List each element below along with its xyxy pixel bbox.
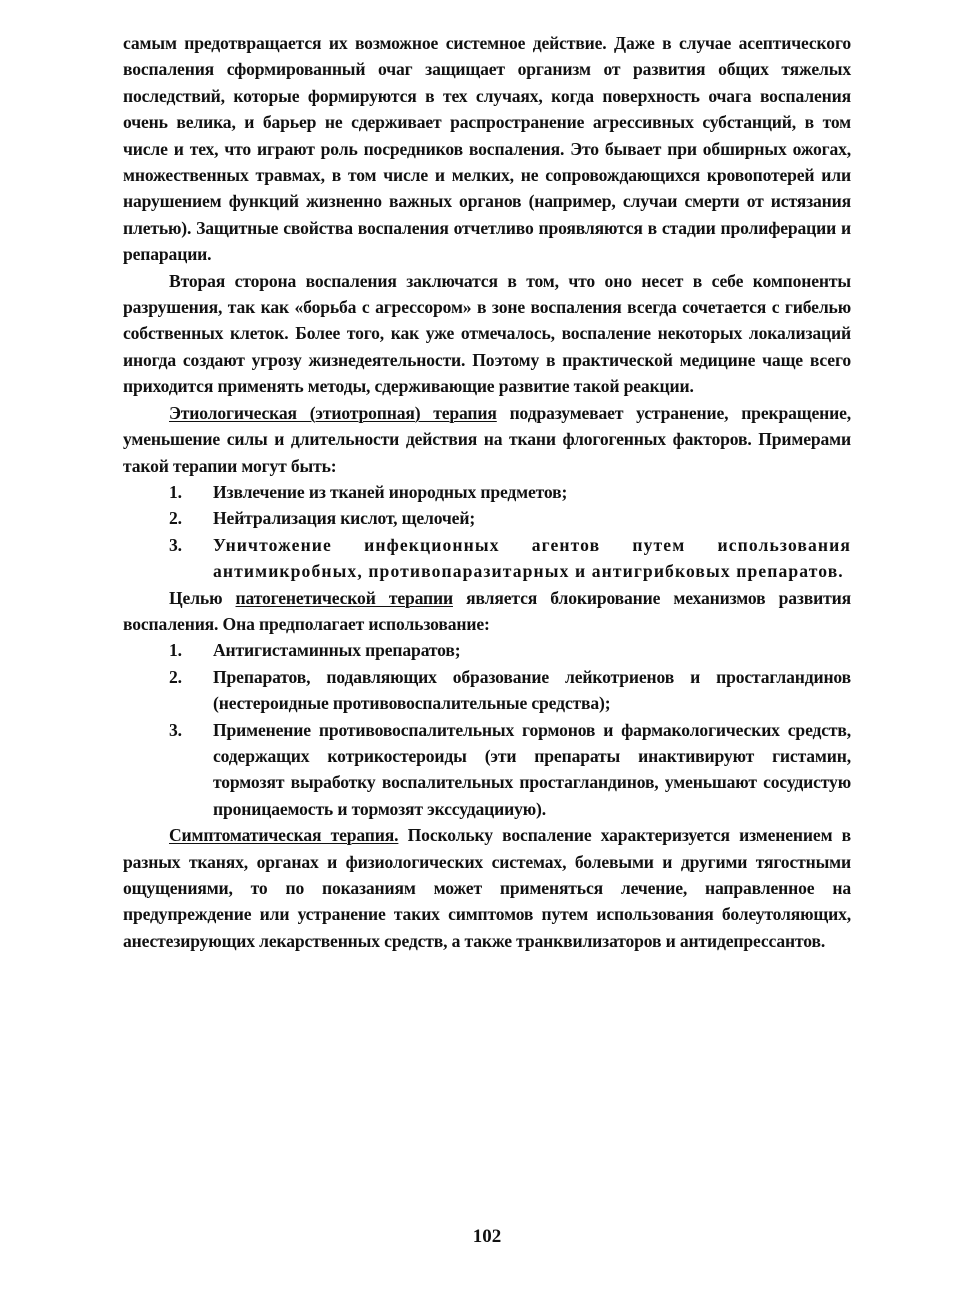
list-item <box>123 637 851 663</box>
list-text: Извлечение из тканей инородных предметов; <box>213 481 568 502</box>
paragraph-protective-role: самым предотвращается их возможное системное действие. Даже в случае асептического воспаления сформированный очаг защищает организм от развития общих тяжелых последствий, которые формируются в тех случаях, когда поверхность очага воспаления очень велика, и барьер не сдерживает распространение агрессивных субстанций, в том числе и тех, что играют роль посредников воспаления. Это бывает при обширных ожогах, множественных травмах, в том числе и мелких, не сопровождающихся кровопотерей или нарушением функций жизненно важных органов (например, случаи смерти от истязания плетью). Защитные свойства воспаления отчетливо проявляются в стадии пролиферации и репарации. <box>123 33 851 265</box>
pathogenetic-therapy-text: является блокирование механизмов развития воспаления. Она предполагает использование: <box>123 587 851 634</box>
list-text: Антигистаминных препаратов; <box>213 640 461 661</box>
list-number: 3. <box>169 534 182 555</box>
term-pathogenetic-therapy: патогенетической терапии <box>235 587 453 608</box>
paragraph-symptomatic-therapy <box>123 822 851 954</box>
list-item <box>123 479 851 505</box>
list-item <box>123 717 851 823</box>
list-text: Нейтрализация кислот, щелочей; <box>213 508 476 529</box>
term-etiological-therapy: Этиологическая (этиотропная) терапия <box>169 402 497 423</box>
list-number: 1. <box>169 481 182 502</box>
paragraph-pathogenetic-therapy <box>123 585 851 638</box>
etiological-therapy-text: подразумевает устранение, прекращение, уменьшение силы и длительности действия на ткани флогогенных факторов. Примерами такой терапии могут быть: <box>123 402 851 476</box>
list-number: 3. <box>169 719 182 740</box>
paragraph-etiological-therapy <box>123 400 851 479</box>
list-text: Препаратов, подавляющих образование лейкотриенов и простагландинов (нестероидные противовоспалительные средства); <box>213 666 851 714</box>
term-symptomatic-therapy: Симптоматическая терапия. <box>169 825 399 846</box>
page-number: 102 <box>472 1226 502 1247</box>
list-item <box>123 505 851 531</box>
symptomatic-therapy-text: Поскольку воспаление характеризуется изменением в разных тканях, органах и физиологических системах, болевыми и другими тягостными ощущениями, то по показаниям может применяться лечение, направленное на предупреждение или устранение таких симптомов путем использования болеутоляющих, анестезирующих лекарственных средств, а также транквилизаторов и антидепрессантов. <box>123 825 851 951</box>
pathogenetic-list <box>123 637 851 822</box>
etiological-list <box>123 479 851 585</box>
list-item <box>123 532 851 585</box>
list-text: Уничтожение инфекционных агентов путем использования антимикробных, противопаразитарных и антигрибковых препаратов. <box>213 534 851 582</box>
paragraph-destructive-side: Вторая сторона воспаления заключатся в том, что оно несет в себе компоненты разрушения, так как «борьба с агрессором» в зоне воспаления всегда сочетается с гибелью собственных клеток. Более того, как уже отмечалось, воспаление некоторых локализаций иногда создают угрозу жизнедеятельности. Поэтому в практической медицине чаще всего приходится применять методы, сдерживающие развитие такой реакции. <box>123 270 851 397</box>
list-number: 1. <box>169 640 182 661</box>
pathogenetic-intro: Целью <box>169 587 236 608</box>
list-text: Применение противовоспалительных гормонов и фармакологических средств, содержащих котрикостероиды (эти препараты инактивируют гистамин, тормозят выработку воспалительных простагландинов, уменьшают сосудистую проницаемость и тормозят экссудацииую). <box>213 719 851 819</box>
list-number: 2. <box>169 666 182 687</box>
list-number: 2. <box>169 508 182 529</box>
list-item <box>123 664 851 717</box>
page-body <box>123 30 851 954</box>
